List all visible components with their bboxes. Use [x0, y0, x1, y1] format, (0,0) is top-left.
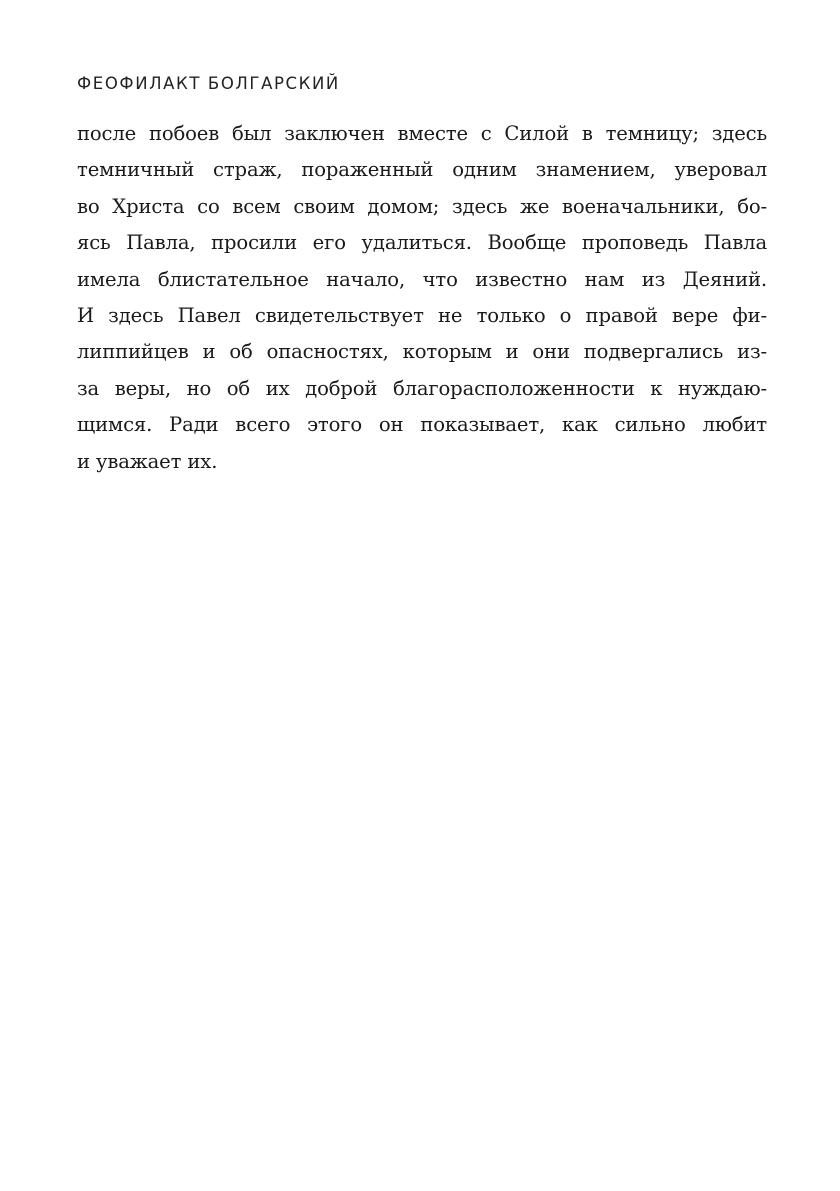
text-line: во Христа со всем своим домом; здесь же военачальники, бо-: [77, 194, 767, 218]
text-line: за веры, но об их доброй благорасположенности к нуждаю-: [77, 376, 767, 400]
body-paragraph: [77, 116, 767, 480]
text-line: ясь Павла, просили его удалиться. Вообще проповедь Павла: [77, 231, 767, 255]
running-head-author: ФЕОФИЛАКТ БОЛГАРСКИЙ: [77, 74, 340, 93]
text-line: щимся. Ради всего этого он показывает, как сильно любит: [77, 413, 767, 437]
text-line-last: и уважает их.: [77, 449, 218, 473]
text-line: липпийцев и об опасностях, которым и они подвергались из-: [77, 340, 767, 364]
text-line: после побоев был заключен вместе с Силой в темницу; здесь: [77, 122, 767, 145]
text-line: И здесь Павел свидетельствует не только о правой вере фи-: [77, 303, 767, 327]
text-line: темничный страж, пораженный одним знамением, уверовал: [77, 158, 767, 182]
text-line: имела блистательное начало, что известно нам из Деяний.: [77, 267, 767, 291]
